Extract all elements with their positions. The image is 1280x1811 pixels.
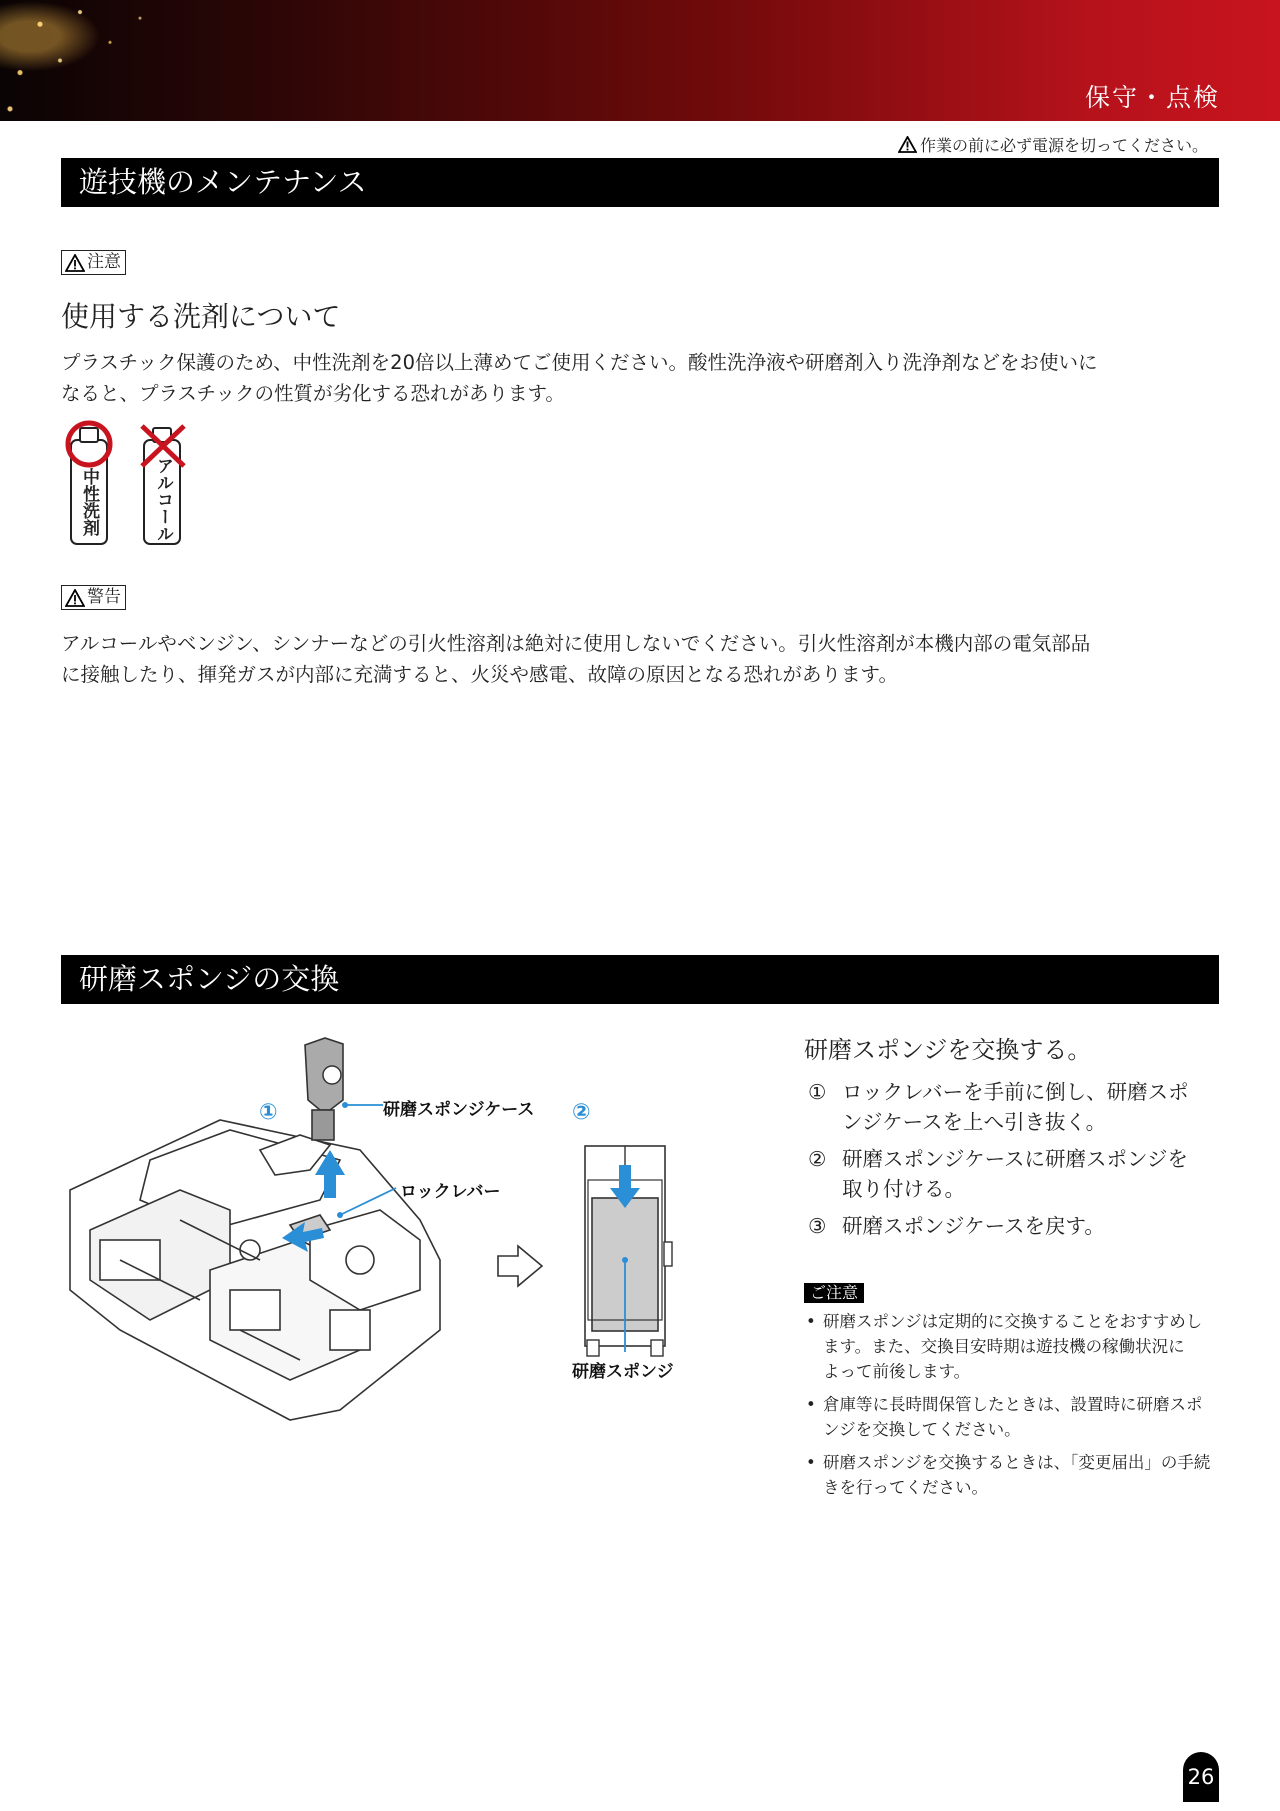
notice-list bbox=[806, 1309, 1226, 1508]
power-off-notice-text: 作業の前に必ず電源を切ってください。 bbox=[919, 136, 1208, 155]
step-text: 研磨スポンジケースを戻す。 bbox=[842, 1214, 1105, 1238]
machine-illustration bbox=[70, 1120, 440, 1420]
warning-icon bbox=[65, 254, 85, 272]
warning-paragraph-line: に接触したり、揮発ガスが内部に充満すると、火災や感電、故障の原因となる恐れがあります。 bbox=[61, 663, 898, 686]
caution-label-text: 注意 bbox=[87, 252, 121, 272]
notice-text: 研磨スポンジを交換するときは、「変更届出」の手続 bbox=[823, 1453, 1211, 1472]
detergent-heading: 使用する洗剤について bbox=[61, 300, 341, 333]
header-title: 保守・点検 bbox=[1084, 83, 1220, 112]
section-title-maintenance: 遊技機のメンテナンス bbox=[61, 158, 1219, 207]
step-number: ① bbox=[808, 1080, 827, 1104]
step-item bbox=[808, 1144, 1228, 1204]
step-text: 取り付ける。 bbox=[842, 1177, 965, 1201]
caution-label bbox=[61, 250, 126, 275]
notice-item bbox=[806, 1392, 1226, 1442]
warning-paragraph bbox=[61, 628, 1221, 690]
power-off-notice bbox=[898, 133, 1208, 156]
step-item bbox=[808, 1211, 1228, 1241]
figure-step2-marker: ② bbox=[572, 1100, 591, 1125]
steps-title: 研磨スポンジを交換する。 bbox=[804, 1036, 1092, 1064]
step-item bbox=[808, 1077, 1228, 1137]
alcohol-label: アルコール bbox=[153, 457, 173, 542]
notice-text: ます。また、交換目安時期は遊技機の稼働状況に bbox=[823, 1337, 1185, 1356]
warning-icon bbox=[898, 136, 917, 153]
warning-paragraph-line: アルコールやベンジン、シンナーなどの引火性溶剤は絶対に使用しないでください。引火性溶剤が本機内部の電気部品 bbox=[61, 632, 1091, 655]
step-text: ロックレバーを手前に倒し、研磨スポ bbox=[842, 1080, 1189, 1104]
notice-item bbox=[806, 1450, 1226, 1500]
step-number: ② bbox=[808, 1147, 827, 1171]
detergent-paragraph-line: なると、プラスチックの性質が劣化する恐れがあります。 bbox=[61, 382, 565, 405]
gold-sparkle-decoration bbox=[0, 0, 200, 121]
notice-label: ご注意 bbox=[804, 1283, 864, 1303]
lock-lever-callout: ロックレバー bbox=[400, 1182, 501, 1202]
page-header bbox=[0, 0, 1280, 121]
sponge-case-illustration bbox=[305, 1038, 343, 1140]
notice-text: よって前後します。 bbox=[823, 1362, 971, 1381]
notice-text: 研磨スポンジは定期的に交換することをおすすめし bbox=[823, 1312, 1203, 1331]
step-text: 研磨スポンジケースに研磨スポンジを bbox=[842, 1147, 1189, 1171]
next-arrow-icon bbox=[498, 1246, 542, 1286]
notice-item bbox=[806, 1309, 1226, 1384]
warning-label-text: 警告 bbox=[87, 587, 121, 607]
sponge-callout: 研磨スポンジ bbox=[572, 1362, 674, 1382]
step-number: ③ bbox=[808, 1214, 827, 1238]
warning-icon bbox=[65, 589, 85, 607]
notice-text: きを行ってください。 bbox=[823, 1478, 988, 1497]
detergent-paragraph-line: プラスチック保護のため、中性洗剤を20倍以上薄めてご使用ください。酸性洗浄液や研磨剤入り洗浄剤などをお使いに bbox=[61, 351, 1098, 374]
notice-text: ンジを交換してください。 bbox=[823, 1420, 1021, 1439]
neutral-detergent-label: 中性洗剤 bbox=[79, 468, 99, 536]
notice-text: 倉庫等に長時間保管したときは、設置時に研磨スポ bbox=[823, 1395, 1203, 1414]
sponge-case-callout: 研磨スポンジケース bbox=[383, 1100, 535, 1120]
figure-step1-marker: ① bbox=[259, 1100, 278, 1125]
step-text: ンジケースを上へ引き抜く。 bbox=[842, 1110, 1107, 1134]
section-title-sponge: 研磨スポンジの交換 bbox=[61, 955, 1219, 1004]
detergent-paragraph bbox=[61, 347, 1221, 409]
warning-label bbox=[61, 585, 126, 610]
page-number: 26 bbox=[1183, 1752, 1219, 1802]
